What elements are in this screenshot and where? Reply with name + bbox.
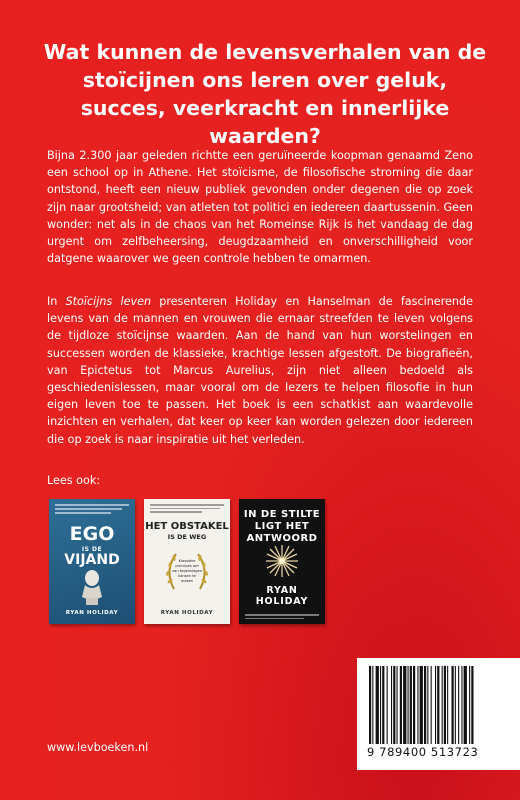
barcode-bar	[431, 666, 432, 744]
barcode-bar	[452, 666, 454, 744]
barcode-bar	[447, 666, 448, 744]
paragraph-2-intro: In	[47, 295, 66, 308]
barcode-panel	[357, 658, 520, 770]
barcode-bar	[400, 666, 402, 744]
book-cover-het-obstakel-is-de-weg[interactable]	[144, 499, 230, 624]
barcode-bar	[387, 666, 388, 744]
barcode-bar	[469, 666, 470, 744]
barcode-bar	[391, 666, 392, 744]
barcode-bar	[417, 666, 418, 744]
barcode-bar	[410, 666, 412, 744]
book-title-end: VIJAND	[64, 552, 120, 568]
barcode-bar	[382, 666, 384, 744]
barcode-bar	[455, 666, 456, 744]
barcode-bar	[408, 666, 409, 744]
roman-bust-icon	[77, 569, 107, 607]
starburst-icon	[264, 543, 300, 579]
barcode-bar	[380, 666, 381, 744]
book-title: HET OBSTAKEL	[145, 521, 229, 532]
book-title: IN DE STILTE LIGT HET ANTWOORD	[243, 509, 321, 544]
book-title-small: IS DE	[81, 546, 103, 553]
headline: Wat kunnen de levensverhalen van de stoïcijnen ons leren over geluk, succes, veerkracht en innerlijke waarden?	[43, 40, 487, 148]
book-author: RYAN HOLIDAY	[255, 585, 309, 607]
barcode-bar	[461, 666, 462, 744]
barcode-bar	[376, 666, 379, 744]
description-paragraph-2	[47, 293, 473, 448]
book-title: EGO	[69, 523, 115, 545]
barcode-bar	[471, 666, 473, 744]
barcode-bar	[427, 666, 428, 744]
isbn-number: 9 789400 513723	[367, 745, 479, 759]
website-url: www.levboeken.nl	[47, 741, 149, 754]
barcode-bar	[442, 666, 443, 744]
book-author: RYAN HOLIDAY	[160, 610, 214, 616]
barcode-bar	[403, 666, 406, 744]
barcode-bar	[444, 666, 446, 744]
barcode-bar	[458, 666, 459, 744]
lees-ook-label: Lees ook:	[47, 474, 101, 487]
barcode-bar	[372, 666, 373, 744]
barcode-bar	[369, 666, 371, 744]
book-subtitle: Klassieke principes om van tegenslagen kansen te maken	[172, 559, 202, 583]
barcode-bar	[420, 666, 423, 744]
paragraph-2-rest: presenteren Holiday en Hanselman de fascinerende levens van de mannen en vrouwen die ernaar streefden te leven volgens de tijdloze stoïcijnse waarden. Aan de hand van hun worstelingen en successen worden de klassieke, krachtige lessen afgestoft. De biografieën, van Epictetus tot Marcus Aurelius, zijn niet alleen bedoeld als geschiedenislessen, maar vooral om de lezers te helpen filosofie in hun eigen leven toe te passen. Het boek is een schatkist aan waardevolle inzichten en verhalen, dat keer op keer kan worden gelezen door iedereen die op zoek is naar inspiratie uit het verleden.	[47, 295, 473, 446]
book-cover-ego-is-de-vijand[interactable]	[49, 499, 135, 624]
blurb-lines	[55, 504, 129, 516]
book-title-small: IS DE WEG	[167, 533, 207, 541]
barcode	[367, 666, 513, 744]
description-paragraph-1: Bijna 2.300 jaar geleden richtte een geruïneerde koopman genaamd Zeno een school op in Athene. Het stoïcisme, de filosofische stroming die daar ontstond, heeft een nieuw publiek gevonden onder degenen die op zoek zijn naar grootsheid; van atleten tot politici en iedereen daartussenin. Geen wonder: net als in de chaos van het Romeinse Rijk is het vandaag de dag urgent om zelfbeheersing, deugdzaamheid en onverschilligheid voor datgene waarover we geen controle hebben te omarmen.	[47, 149, 473, 266]
barcode-bar	[413, 666, 415, 744]
book-cover-in-de-stilte-ligt-het-antwoord[interactable]	[239, 499, 325, 624]
barcode-bar	[393, 666, 395, 744]
barcode-bar	[435, 666, 436, 744]
barcode-bar	[437, 666, 439, 744]
blurb-lines	[245, 612, 319, 619]
book-title-italic: Stoïcijns leven	[65, 295, 152, 308]
blurb-lines	[150, 504, 224, 515]
book-author: RYAN HOLIDAY	[65, 610, 119, 616]
barcode-bar	[464, 666, 467, 744]
barcode-bar	[397, 666, 398, 744]
barcode-bar	[424, 666, 426, 744]
